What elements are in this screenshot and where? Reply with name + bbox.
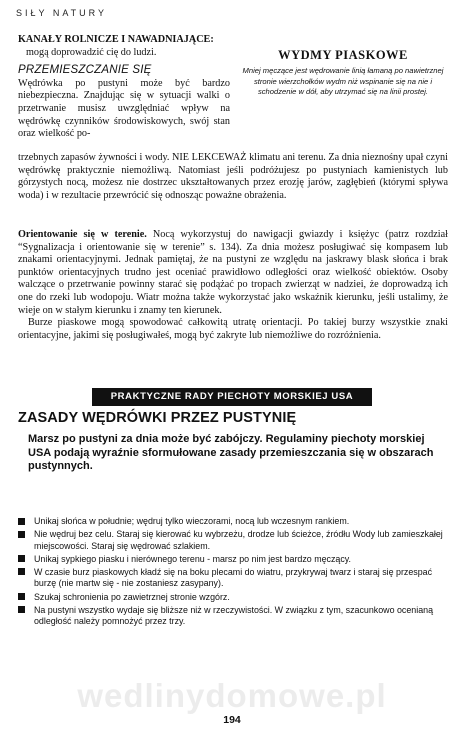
square-bullet-icon [18,606,25,613]
orientation-text: Nocą wykorzystuj do nawigacji gwiazdy i księżyc (patrz rozdział “Sygnalizacja i orientowanie się w terenie” s. 134). Za dnia możesz posługiwać się kompasem lub znakami orientacyjnymi. Jednak pamiętaj, że na pustyni ze względu na jaskrawy blask słońca i brak punktów orientacyjnych trudno jest oceniać prawidłowo odległości oraz wielkość obiektów. Osoby walczące o przetrwanie powinny starać się podążać po tropach zwierząt w nadziei, że doprowadzą ich one do rzeki lub wodopoju. Wiatr można także wykorzystać jako wskaźnik kierunku, jeśli ustalimy, że wieje on w stałym kierunku i znamy ten kierunek. [18,229,448,316]
continuation-paragraph: trzebnych zapasów żywności i wody. NIE LEKCEWAŻ klimatu ani terenu. Za dnia nieznośny upał czyni wędrówkę praktycznie niemożliwą. Natomiast jeśli podróżujesz po pustyniach kamienistych lub górzystych nocą, możesz nie dostrzec ukształtowanych przez erozję jarów, zagłębień (którymi spływa woda) i w rezultacie przewrócić się odnosząc poważne obrażenia. [18,152,448,201]
list-item: Nie wędruj bez celu. Staraj się kierować ku wybrzeżu, drodze lub ścieżce, źródłu Wody lub zamieszkałej miejscowości. Staraj się wędrować szlakiem. [18,529,448,552]
square-bullet-icon [18,555,25,562]
orientation-heading: Orientowanie się w terenie. [18,229,147,240]
list-item: Unikaj sypkiego piasku i nierównego terenu - marsz po nim jest bardzo męczący. [18,554,448,566]
section-heading: PRZEMIESZCZANIE SIĘ [18,64,152,77]
list-item: Na pustyni wszystko wydaje się bliższe niż w rzeczywistości. W związku z tym, szacunkowo ocenianą odległość należy pomnożyć przez trzy. [18,605,448,628]
list-item: W czasie burz piaskowych kładź się na boku plecami do wiatru, przykrywaj twarz i staraj się przespać burzę (nie martw się - nie zostaniesz zasypany). [18,567,448,590]
square-bullet-icon [18,531,25,538]
rules-list [18,516,448,629]
intro-paragraph: Wędrówka po pustyni może być bardzo niebezpieczna. Znajdując się w sytuacji walki o przetrwanie musisz uwzględniać wpływ na wędrówkę czynników środowiskowych, swój stan oraz wielkość po- [18,77,230,140]
running-head: SIŁY NATURY [16,8,108,18]
sidebar-text: Mniej męczące jest wędrowanie linią łamaną po nawietrznej stronie wierzchołków wydm niż wspinanie się na nie i schodzenie w dół, aby utrzymać się na linii prostej. [242,66,444,96]
watermark: wedlinydomowe.pl [77,677,387,714]
orientation-paragraph [18,229,448,317]
box-title: ZASADY WĘDRÓWKI PRZEZ PUSTYNIĘ [18,410,297,426]
box-lead: Marsz po pustyni za dnia może być zabójczy. Regulaminy piechoty morskiej USA podają wyraźnie sformułowane zasady przemieszczania się w obszarach pustynnych. [28,433,434,473]
sidebar-title: WYDMY PIASKOWE [278,48,408,62]
dunes-sidebar [238,48,448,98]
orientation-section [18,229,448,342]
square-bullet-icon [18,518,25,525]
canals-subtext: mogą doprowadzić cię do ludzi. [26,46,157,58]
canals-subheading: KANAŁY ROLNICZE I NAWADNIAJĄCE: [18,34,214,45]
sandstorm-paragraph: Burze piaskowe mogą spowodować całkowitą utratę orientacji. Po takiej burzy wszystkie znaki orientacyjne, jakimi się posługiwałeś, mogą być zakryte lub niemożliwe do rozróżnienia. [18,317,448,341]
body-continuation [18,152,448,202]
top-left-column [18,34,230,141]
square-bullet-icon [18,593,25,600]
marine-tips-banner: PRAKTYCZNE RADY PIECHOTY MORSKIEJ USA [92,388,372,406]
list-item: Szukaj schronienia po zawietrznej stronie wzgórz. [18,592,448,604]
page-number: 194 [223,714,241,726]
list-item: Unikaj słońca w południe; wędruj tylko wieczorami, nocą lub wczesnym rankiem. [18,516,448,528]
square-bullet-icon [18,568,25,575]
